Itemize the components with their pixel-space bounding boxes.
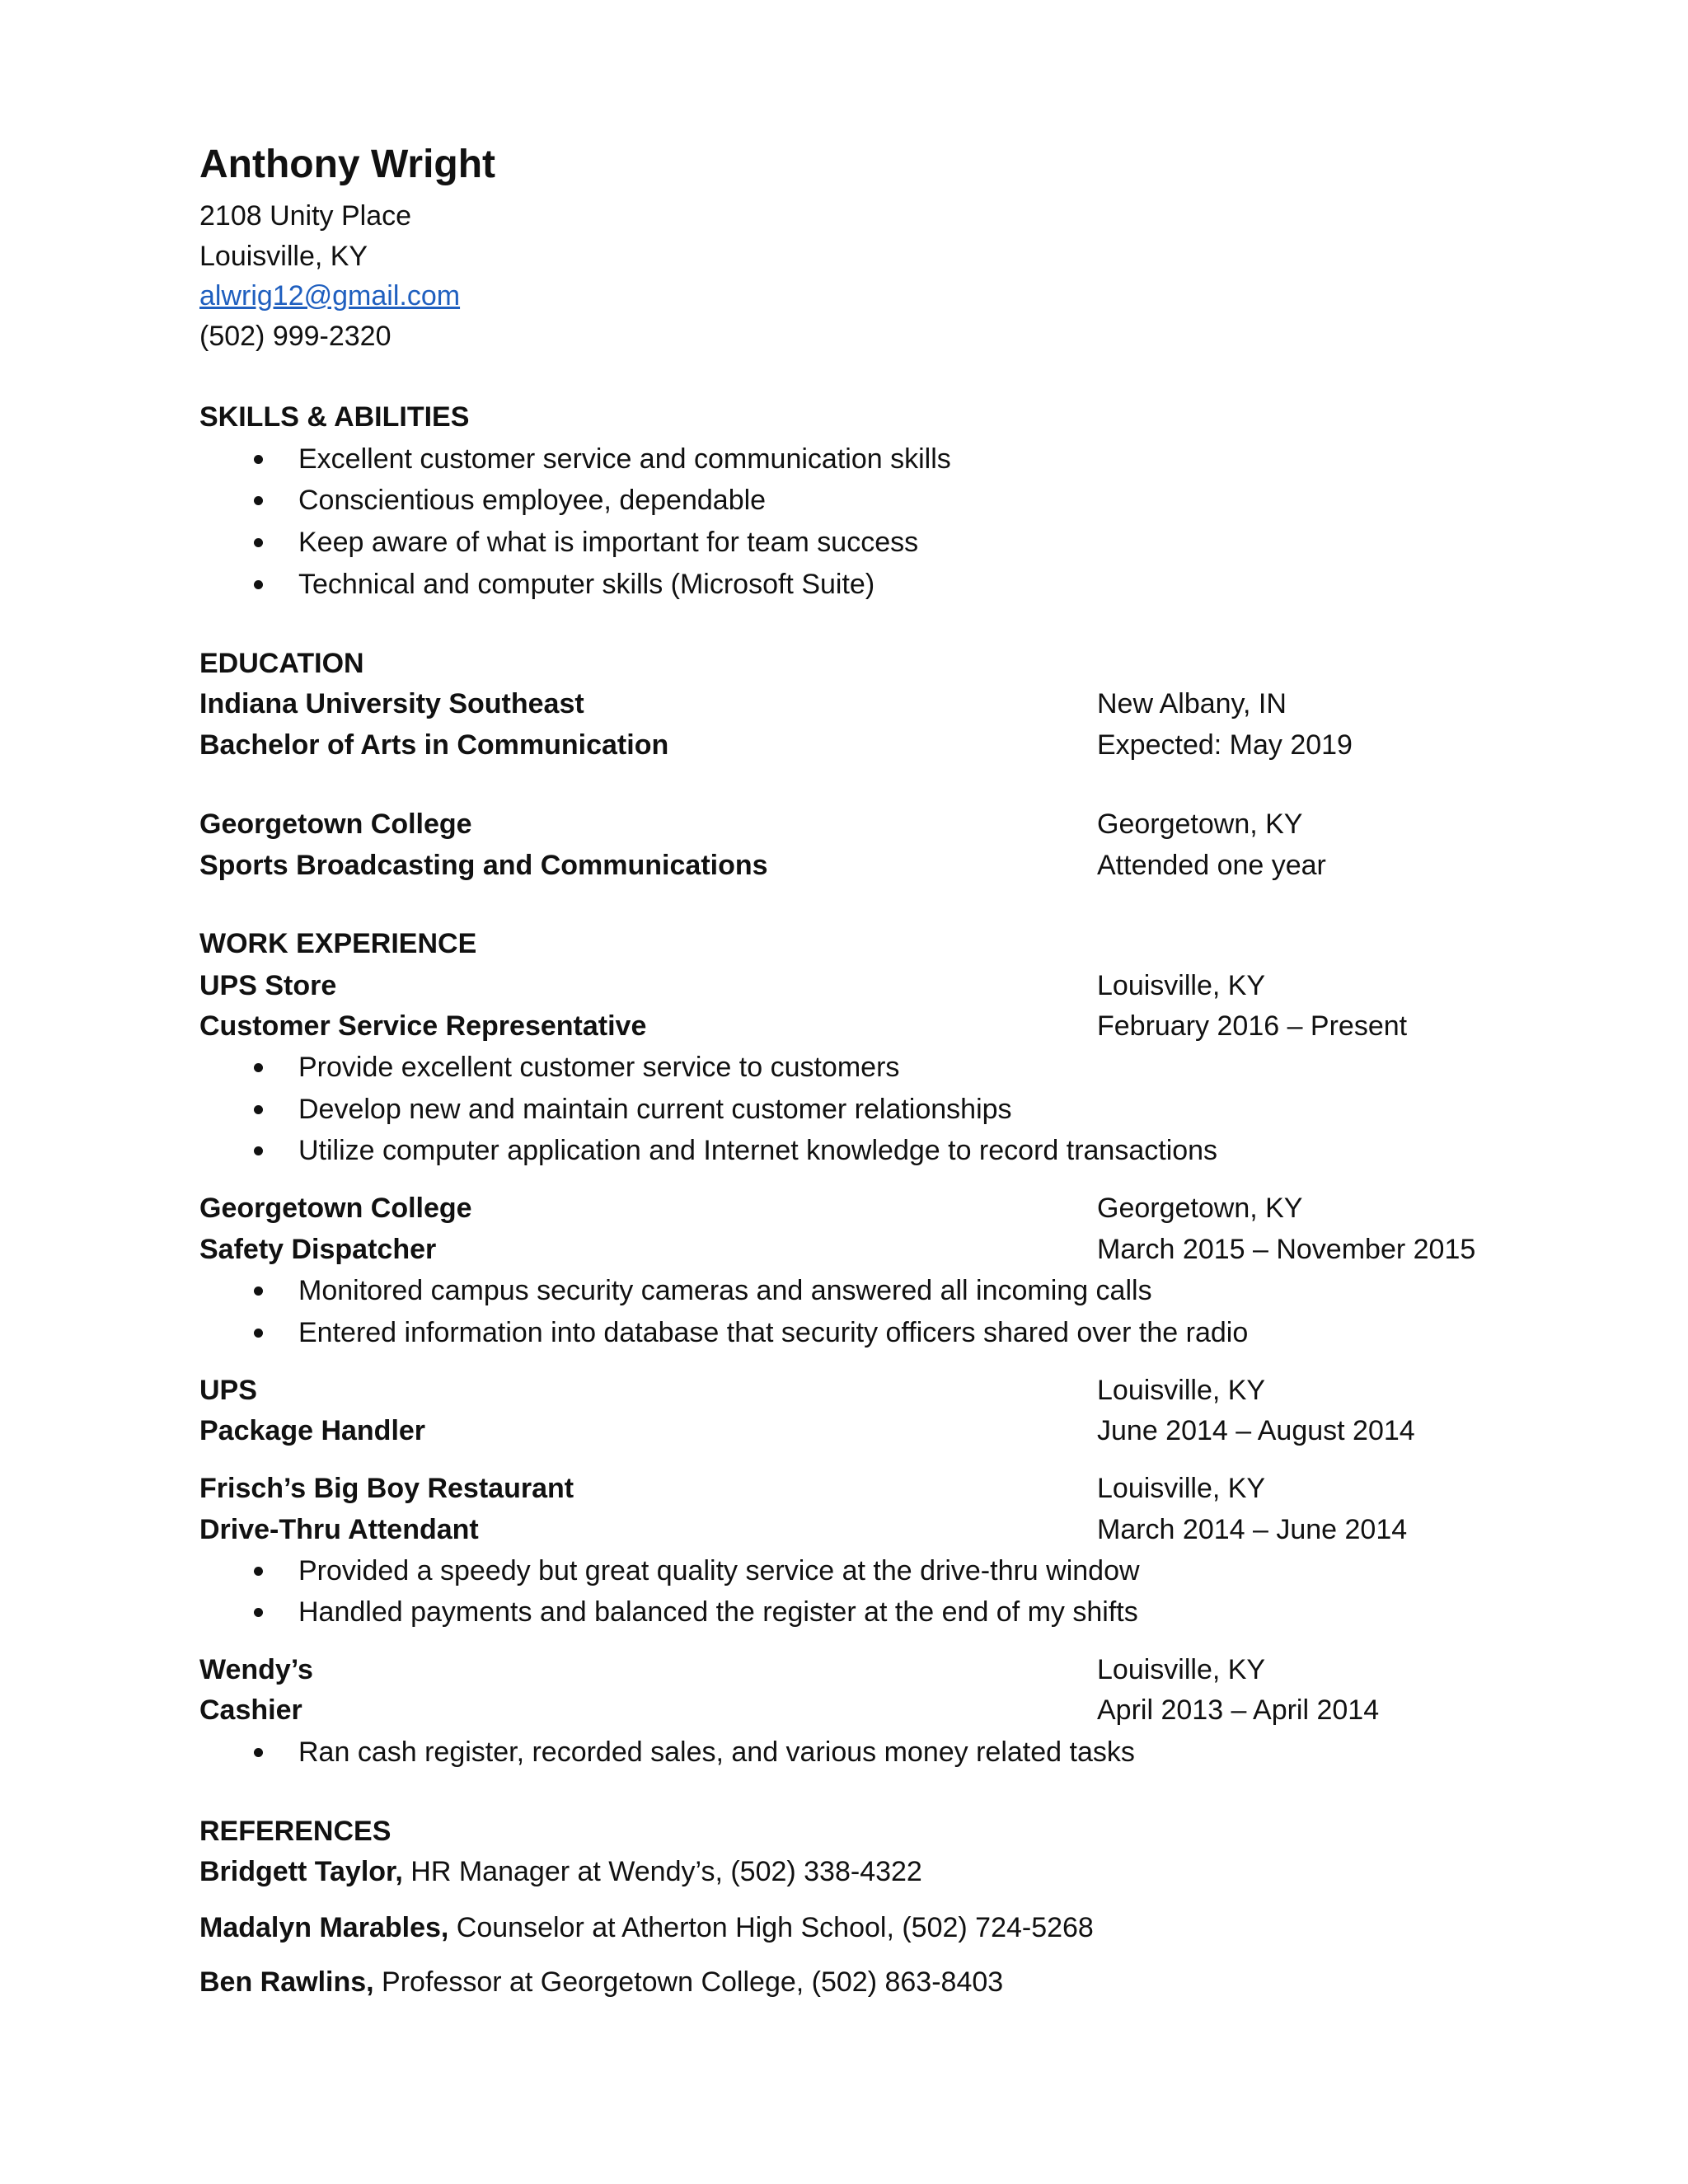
employer-name: Frisch’s Big Boy Restaurant	[199, 1473, 574, 1504]
bullet-icon	[254, 538, 263, 547]
bullet-icon	[254, 455, 263, 464]
job-bullet: Monitored campus security cameras and answered all incoming calls	[298, 1274, 1152, 1307]
job-bullet: Provide excellent customer service to customers	[298, 1051, 899, 1084]
skill-item: Conscientious employee, dependable	[298, 484, 766, 517]
bullet-icon	[254, 1329, 263, 1338]
reference-entry	[199, 1966, 1003, 1999]
skill-item: Technical and computer skills (Microsoft Suite)	[298, 568, 874, 601]
job-dates: April 2013 – April 2014	[1097, 1694, 1380, 1726]
employer-name: Wendy’s	[199, 1654, 313, 1685]
bullet-icon	[254, 1105, 263, 1114]
phone-number: (502) 999-2320	[199, 321, 392, 352]
reference-detail: HR Manager at Wendy’s, (502) 338-4322	[402, 1856, 922, 1887]
job-bullet: Provided a speedy but great quality service at the drive-thru window	[298, 1554, 1140, 1587]
job-bullet: Ran cash register, recorded sales, and various money related tasks	[298, 1736, 1135, 1769]
reference-detail: Professor at Georgetown College, (502) 863-8403	[373, 1966, 1004, 1998]
job-title: Safety Dispatcher	[199, 1234, 437, 1265]
education-heading: EDUCATION	[199, 648, 364, 679]
employer-location: Georgetown, KY	[1097, 1193, 1303, 1224]
job-title: Drive-Thru Attendant	[199, 1514, 479, 1545]
job-title: Cashier	[199, 1694, 302, 1726]
employer-location: Louisville, KY	[1097, 1375, 1266, 1406]
job-bullet: Handled payments and balanced the register at the end of my shifts	[298, 1596, 1138, 1629]
address-street: 2108 Unity Place	[199, 200, 412, 232]
skills-heading: SKILLS & ABILITIES	[199, 401, 470, 433]
job-dates: March 2014 – June 2014	[1097, 1514, 1408, 1545]
references-heading: REFERENCES	[199, 1816, 392, 1847]
reference-entry	[199, 1855, 922, 1888]
bullet-icon	[254, 1748, 263, 1757]
job-bullet: Entered information into database that security officers shared over the radio	[298, 1316, 1248, 1349]
job-dates: February 2016 – Present	[1097, 1010, 1408, 1042]
employer-location: Louisville, KY	[1097, 970, 1266, 1001]
bullet-icon	[254, 580, 263, 589]
skill-item: Excellent customer service and communication skills	[298, 443, 951, 476]
bullet-icon	[254, 1063, 263, 1072]
degree-program: Bachelor of Arts in Communication	[199, 729, 669, 761]
employer-location: Louisville, KY	[1097, 1654, 1266, 1685]
school-location: New Albany, IN	[1097, 688, 1287, 719]
applicant-name: Anthony Wright	[199, 143, 496, 186]
school-location: Georgetown, KY	[1097, 808, 1303, 840]
job-bullet: Develop new and maintain current customer relationships	[298, 1093, 1012, 1126]
school-name: Georgetown College	[199, 808, 472, 840]
school-name: Indiana University Southeast	[199, 688, 584, 719]
work-heading: WORK EXPERIENCE	[199, 928, 477, 959]
reference-name: Madalyn Marables,	[199, 1912, 449, 1943]
job-title: Package Handler	[199, 1415, 426, 1446]
job-bullet: Utilize computer application and Internet knowledge to record transactions	[298, 1134, 1217, 1167]
reference-name: Bridgett Taylor,	[199, 1856, 403, 1887]
employer-name: UPS	[199, 1375, 257, 1406]
bullet-icon	[254, 1567, 263, 1576]
degree-program: Sports Broadcasting and Communications	[199, 850, 768, 881]
degree-date: Attended one year	[1097, 850, 1326, 881]
reference-detail: Counselor at Atherton High School, (502) 724-5268	[448, 1912, 1094, 1943]
employer-location: Louisville, KY	[1097, 1473, 1266, 1504]
job-dates: March 2015 – November 2015	[1097, 1234, 1476, 1265]
bullet-icon	[254, 1286, 263, 1296]
bullet-icon	[254, 1608, 263, 1617]
bullet-icon	[254, 496, 263, 505]
job-title: Customer Service Representative	[199, 1010, 647, 1042]
reference-name: Ben Rawlins,	[199, 1966, 374, 1998]
skill-item: Keep aware of what is important for team success	[298, 526, 918, 559]
employer-name: Georgetown College	[199, 1193, 472, 1224]
employer-name: UPS Store	[199, 970, 337, 1001]
address-city: Louisville, KY	[199, 241, 368, 272]
reference-entry	[199, 1911, 1094, 1944]
degree-date: Expected: May 2019	[1097, 729, 1353, 761]
bullet-icon	[254, 1146, 263, 1155]
email-link[interactable]: alwrig12@gmail.com	[199, 280, 461, 312]
job-dates: June 2014 – August 2014	[1097, 1415, 1415, 1446]
